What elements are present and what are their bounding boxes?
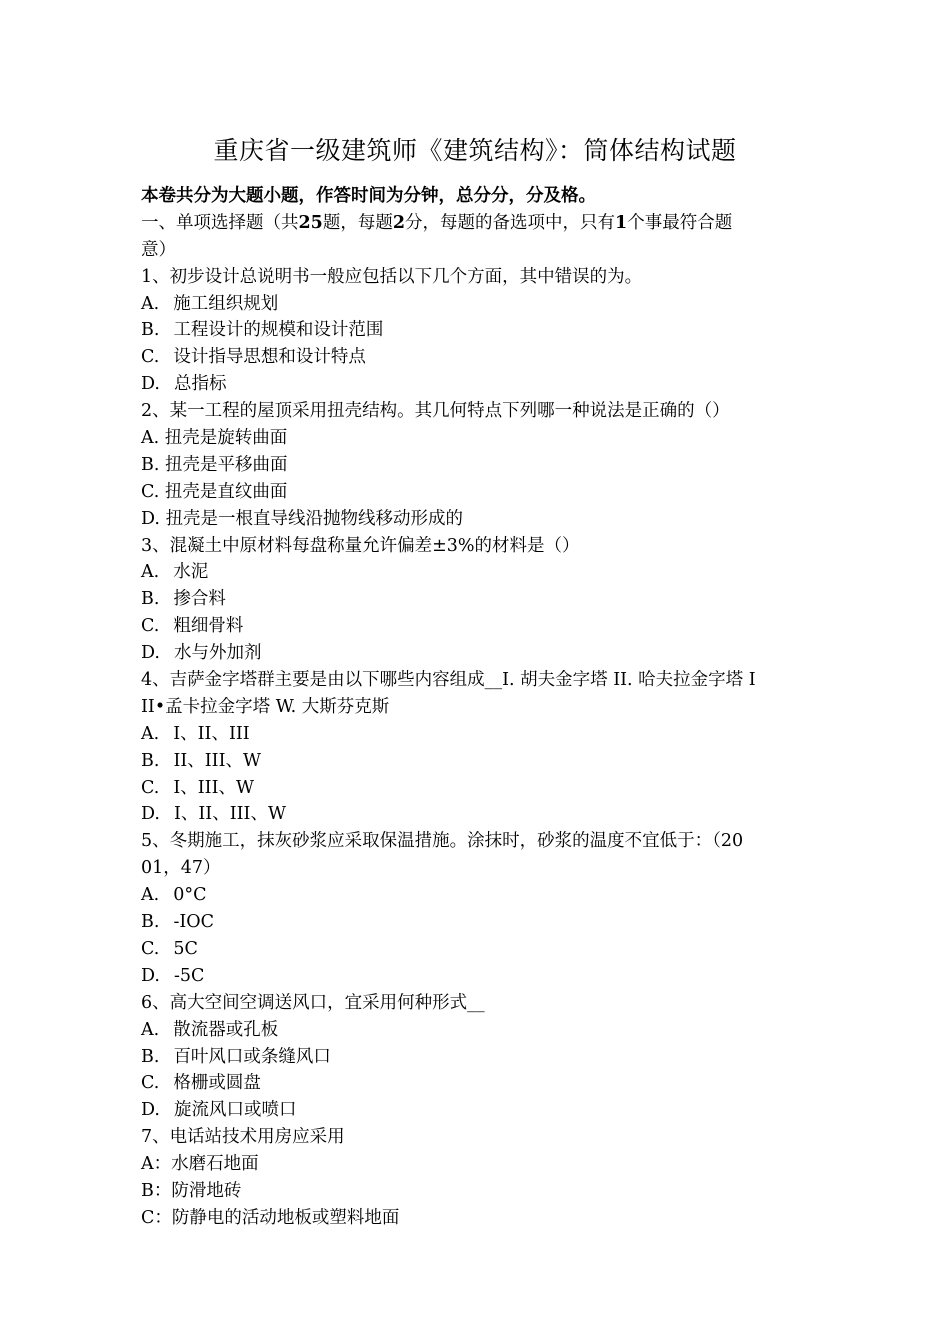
question-stem: 7、电话站技术用房应采用 (141, 1127, 345, 1148)
question-stem: 4、吉萨金字塔群主要是由以下哪些内容组成__I. 胡夫金字塔 II. 哈夫拉金字塔 I (141, 670, 756, 691)
question-stem: 3、混凝土中原材料每盘称量允许偏差±3%的材料是（） (141, 535, 580, 556)
option-c: C. 设计指导思想和设计特点 (141, 347, 366, 368)
question-5 (141, 828, 811, 989)
question-1 (141, 264, 811, 398)
document-title: 重庆省一级建筑师《建筑结构》：筒体结构试题 (213, 136, 737, 165)
question-2 (141, 398, 811, 532)
option-c: C. 5C (141, 938, 198, 959)
option-a: A. 施工组织规划 (141, 293, 279, 314)
option-b: B. 百叶风口或条缝风口 (141, 1046, 331, 1067)
option-a: A：水磨石地面 (141, 1154, 259, 1175)
option-b: B：防滑地砖 (141, 1180, 242, 1201)
exam-intro: 本卷共分为大题小题，作答时间为分钟，总分分，分及格。 (141, 186, 596, 206)
question-4 (141, 667, 811, 828)
option-b: B. II、III、W (141, 750, 261, 771)
option-b: B. 工程设计的规模和设计范围 (141, 320, 384, 341)
option-d: D. 扭壳是一根直导线沿抛物线移动形成的 (141, 508, 464, 529)
question-stem: 1、初步设计总说明书一般应包括以下几个方面，其中错误的为。 (141, 266, 643, 287)
option-a: A. 0°C (141, 885, 207, 906)
option-d: D. 水与外加剂 (141, 643, 262, 664)
option-a: A. 水泥 (141, 562, 209, 583)
option-a: A. 散流器或孔板 (141, 1019, 279, 1040)
option-d: D. -5C (141, 965, 205, 986)
option-d: D. I、II、III、W (141, 804, 286, 825)
section-heading: 一、单项选择题（共25题，每题2分，每题的备选项中，只有1个事最符合题 (141, 212, 733, 233)
question-6 (141, 990, 811, 1124)
question-stem: 2、某一工程的屋顶采用扭壳结构。其几何特点下列哪一种说法是正确的（） (141, 401, 730, 422)
option-b: B. 扭壳是平移曲面 (141, 454, 288, 475)
question-count: 25 (298, 212, 323, 233)
option-c: C. 粗细骨料 (141, 616, 244, 637)
option-c: C：防静电的活动地板或塑料地面 (141, 1207, 400, 1228)
correct-count: 1 (615, 212, 628, 233)
question-stem-cont: 01，47） (141, 858, 221, 879)
option-c: C. 格栅或圆盘 (141, 1073, 261, 1094)
option-b: B. 掺合料 (141, 589, 226, 610)
question-stem: 5、冬期施工，抹灰砂浆应采取保温措施。涂抹时，砂浆的温度不宜低于：（20 (141, 831, 744, 852)
option-d: D. 旋流风口或喷口 (141, 1100, 297, 1121)
question-stem: 6、高大空间空调送风口，宜采用何种形式__ (141, 992, 485, 1013)
option-d: D. 总指标 (141, 374, 227, 395)
option-c: C. 扭壳是直纹曲面 (141, 481, 288, 502)
option-c: C. I、III、W (141, 777, 254, 798)
option-a: A. I、II、III (141, 723, 250, 744)
option-a: A. 扭壳是旋转曲面 (141, 428, 288, 449)
document-body (141, 183, 811, 1232)
question-7 (141, 1124, 811, 1232)
section-heading-cont: 意） (141, 239, 176, 260)
question-stem-cont: II•孟卡拉金字塔 W. 大斯芬克斯 (141, 696, 390, 717)
question-3 (141, 533, 811, 667)
option-b: B. -IOC (141, 912, 215, 933)
points-per-question: 2 (392, 212, 406, 233)
